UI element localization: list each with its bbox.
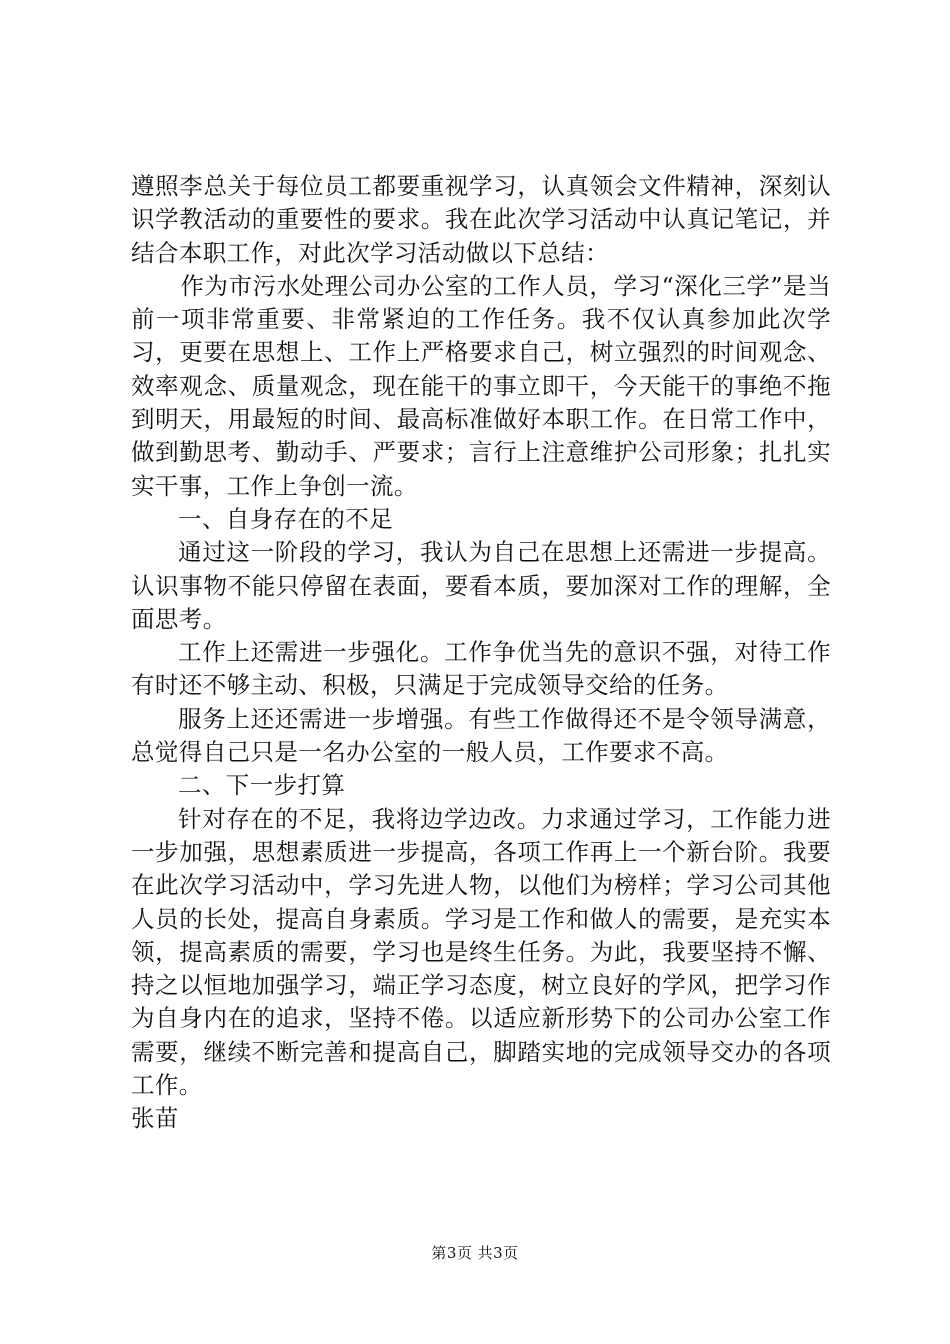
section-heading-next-steps: 二、下一步打算 xyxy=(178,771,346,800)
intro-paragraph: 遵照李总关于每位员工都要重视学习，认真领会文件精神，深刻认识学教活动的重要性的要求。我在此次学习活动中认真记笔记，并结合本职工作，对此次学习活动做以下总结： xyxy=(131,172,831,267)
role-paragraph: 作为市污水处理公司办公室的工作人员，学习“深化三学”是当前一项非常重要、非常紧迫的工作任务。我不仅认真参加此次学习，更要在思想上、工作上严格要求自己，树立强烈的时间观念、效率观念、质量观念，现在能干的事立即干，今天能干的事绝不拖到明天，用最短的时间、最高标准做好本职工作。在日常工作中，做到勤思考、勤动手、严要求；言行上注意维护公司形象；扎扎实实干事，工作上争创一流。 xyxy=(131,271,831,500)
thought-paragraph: 通过这一阶段的学习，我认为自己在思想上还需进一步提高。认识事物不能只停留在表面，要看本质，要加深对工作的理解，全面思考。 xyxy=(131,538,831,633)
signature: 张苗 xyxy=(131,1104,179,1133)
plan-paragraph: 针对存在的不足，我将边学边改。力求通过学习，工作能力进一步加强，思想素质进一步提高，各项工作再上一个新台阶。我要在此次学习活动中，学习先进人物，以他们为榜样；学习公司其他人员的长处，提高自身素质。学习是工作和做人的需要，是充实本领，提高素质的需要，学习也是终生任务。为此，我要坚持不懈、持之以恒地加强学习，端正学习态度，树立良好的学风，把学习作为自身内在的追求，坚持不倦。以适应新形势下的公司办公室工作需要，继续不断完善和提高自己，脚踏实地的完成领导交办的各项工作。 xyxy=(131,804,831,1100)
section-heading-shortcomings: 一、自身存在的不足 xyxy=(178,504,394,533)
page-footer: 第3页 共3页 xyxy=(431,1244,519,1262)
document-body xyxy=(131,170,831,1136)
service-paragraph: 服务上还还需进一步增强。有些工作做得还不是令领导满意，总觉得自己只是一名办公室的一般人员，工作要求不高。 xyxy=(131,704,831,767)
work-paragraph: 工作上还需进一步强化。工作争优当先的意识不强，对待工作有时还不够主动、积极，只满足于完成领导交给的任务。 xyxy=(131,638,831,700)
